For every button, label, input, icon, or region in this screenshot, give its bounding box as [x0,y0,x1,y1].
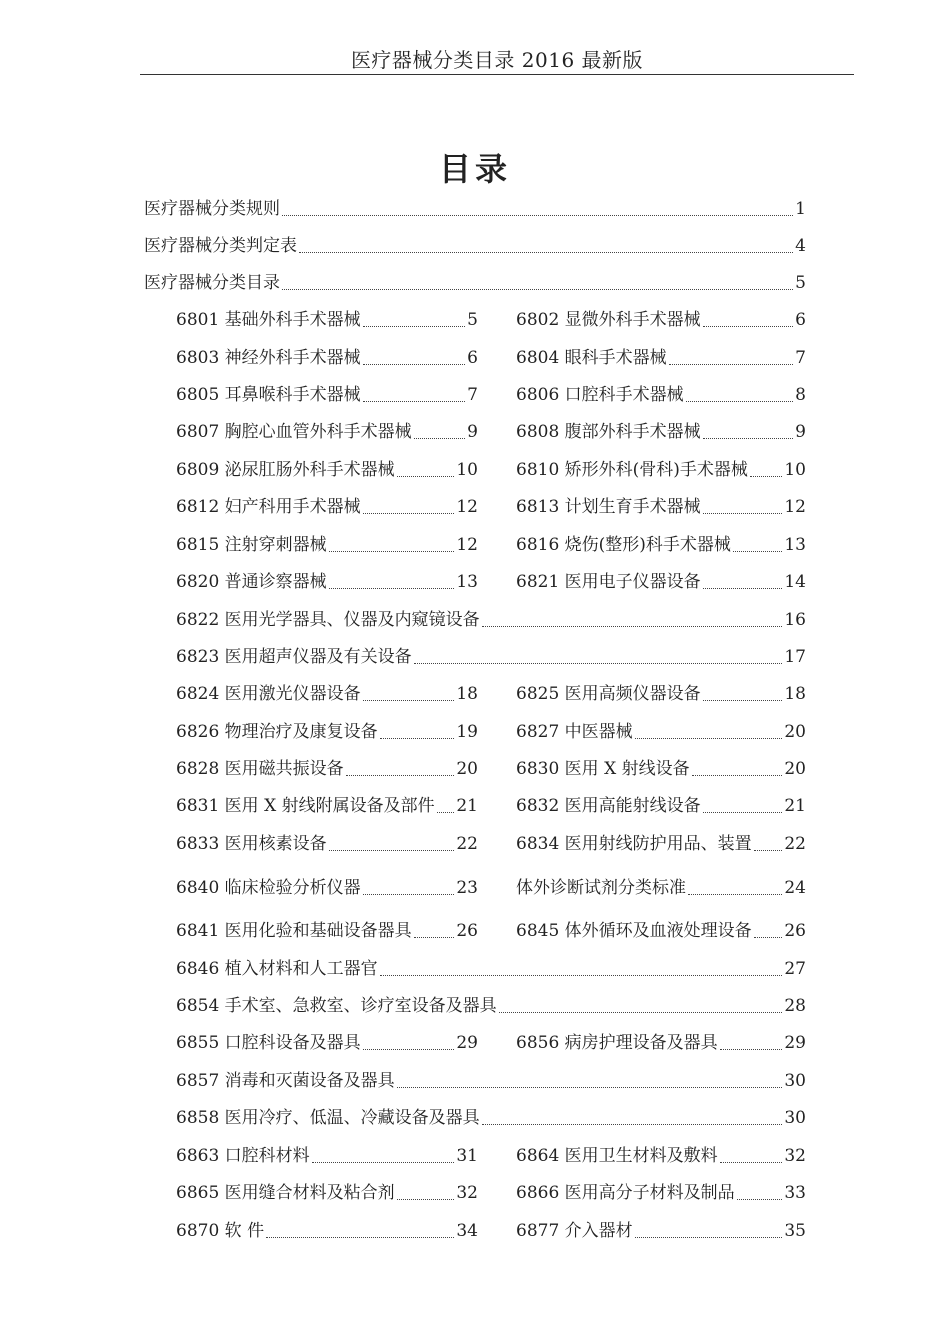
dot-leader [692,775,783,776]
entry-title: 6815 注射穿刺器械 [176,535,327,555]
dot-leader [703,438,794,439]
running-header: 医疗器械分类目录 2016 最新版 [350,48,644,72]
entry-title: 6823 医用超声仪器及有关设备 [176,647,412,667]
toc-entry-left[interactable] [176,496,478,518]
dot-leader [380,738,455,739]
entry-title: 6804 眼科手术器械 [516,348,667,368]
entry-title: 6808 腹部外科手术器械 [516,422,701,442]
toc-entry-left[interactable] [176,683,478,705]
entry-title: 6806 口腔科手术器械 [516,385,684,405]
entry-page-number: 22 [784,834,806,854]
entry-page-number: 27 [784,959,806,979]
toc-entry-right[interactable] [516,877,806,899]
dot-leader [363,1049,455,1050]
toc-entry-left[interactable] [176,833,478,855]
toc-entry-full[interactable] [176,958,806,980]
toc-entry-left[interactable] [176,1182,478,1204]
entry-title: 6858 医用冷疗、低温、冷藏设备及器具 [176,1108,480,1128]
entry-title: 6866 医用高分子材料及制品 [516,1183,735,1203]
toc-entry-right[interactable] [516,1145,806,1167]
toc-title: 目录 [438,150,511,188]
dot-leader [499,1012,783,1013]
dot-leader [397,476,455,477]
entry-page-number: 8 [795,385,806,405]
dot-leader [635,738,783,739]
entry-title: 6832 医用高能射线设备 [516,796,701,816]
entry-page-number: 1 [795,199,806,219]
dot-leader [312,1162,455,1163]
entry-title: 6802 显微外科手术器械 [516,310,701,330]
dot-leader [414,937,455,938]
entry-title: 体外诊断试剂分类标准 [516,878,686,898]
entry-title: 医疗器械分类规则 [144,199,280,219]
entry-title: 6816 烧伤(整形)科手术器械 [516,535,731,555]
entry-page-number: 23 [456,878,478,898]
dot-leader [703,812,783,813]
dot-leader [363,700,455,701]
entry-page-number: 26 [784,921,806,941]
toc-entry-full[interactable] [176,1070,806,1092]
entry-page-number: 29 [456,1033,478,1053]
entry-page-number: 16 [784,610,806,630]
entry-title: 6825 医用高频仪器设备 [516,684,701,704]
entry-page-number: 21 [784,796,806,816]
toc-entry-left[interactable] [176,877,478,899]
toc-entry-right[interactable] [516,795,806,817]
entry-page-number: 7 [795,348,806,368]
toc-entry-top[interactable] [144,198,806,220]
dot-leader [329,850,455,851]
entry-page-number: 29 [784,1033,806,1053]
toc-entry-top[interactable] [144,235,806,257]
toc-entry-left[interactable] [176,347,478,369]
toc-entry-left[interactable] [176,1145,478,1167]
toc-entry-right[interactable] [516,496,806,518]
entry-page-number: 20 [456,759,478,779]
dot-leader [282,289,793,290]
entry-title: 6840 临床检验分析仪器 [176,878,361,898]
entry-title: 6824 医用激光仪器设备 [176,684,361,704]
toc-entry-right[interactable] [516,1220,806,1242]
entry-title: 6870 软 件 [176,1221,265,1241]
dot-leader [380,975,783,976]
toc-entry-right[interactable] [516,683,806,705]
dot-leader [437,812,455,813]
entry-title: 6809 泌尿肛肠外科手术器械 [176,460,395,480]
entry-page-number: 30 [784,1108,806,1128]
toc-entry-right[interactable] [516,347,806,369]
entry-title: 6828 医用磁共振设备 [176,759,344,779]
dot-leader [720,1049,783,1050]
entry-title: 6834 医用射线防护用品、装置 [516,834,752,854]
toc-entry-left[interactable] [176,309,478,331]
dot-leader [703,700,783,701]
dot-leader [733,551,782,552]
entry-title: 6846 植入材料和人工器官 [176,959,378,979]
entry-title: 医疗器械分类判定表 [144,236,297,256]
toc-entry-full[interactable] [176,609,806,631]
entry-page-number: 5 [467,310,478,330]
entry-page-number: 13 [456,572,478,592]
dot-leader [737,1199,783,1200]
dot-leader [397,1199,455,1200]
entry-page-number: 10 [456,460,478,480]
dot-leader [703,326,794,327]
dot-leader [414,438,466,439]
entry-page-number: 18 [456,684,478,704]
entry-title: 6864 医用卫生材料及敷料 [516,1146,718,1166]
dot-leader [703,513,783,514]
toc-entry-right[interactable] [516,920,806,942]
entry-title: 6813 计划生育手术器械 [516,497,701,517]
entry-title: 6803 神经外科手术器械 [176,348,361,368]
entry-title: 6822 医用光学器具、仪器及内窥镜设备 [176,610,480,630]
dot-leader [414,663,783,664]
dot-leader [482,626,783,627]
dot-leader [754,937,783,938]
dot-leader [688,894,782,895]
entry-page-number: 9 [467,422,478,442]
toc-entry-right[interactable] [516,384,806,406]
toc-entry-left[interactable] [176,920,478,942]
entry-page-number: 20 [784,722,806,742]
toc-entry-left[interactable] [176,571,478,593]
entry-page-number: 33 [784,1183,806,1203]
entry-page-number: 19 [456,722,478,742]
entry-page-number: 6 [467,348,478,368]
toc-entry-right[interactable] [516,721,806,743]
toc-entry-left[interactable] [176,534,478,556]
dot-leader [397,1087,783,1088]
entry-title: 6877 介入器材 [516,1221,633,1241]
entry-title: 6826 物理治疗及康复设备 [176,722,378,742]
dot-leader [266,1237,454,1238]
dot-leader [669,364,794,365]
toc-entry-right[interactable] [516,459,806,481]
toc-entry-left[interactable] [176,721,478,743]
toc-entry-right[interactable] [516,421,806,443]
dot-leader [363,513,455,514]
toc-entry-right[interactable] [516,1182,806,1204]
entry-title: 6827 中医器械 [516,722,633,742]
entry-page-number: 30 [784,1071,806,1091]
entry-page-number: 20 [784,759,806,779]
entry-title: 6820 普通诊察器械 [176,572,327,592]
toc-entry-left[interactable] [176,459,478,481]
entry-title: 6845 体外循环及血液处理设备 [516,921,752,941]
entry-page-number: 17 [784,647,806,667]
dot-leader [329,588,455,589]
toc-entry-left[interactable] [176,758,478,780]
entry-page-number: 6 [795,310,806,330]
dot-leader [329,551,455,552]
toc-entry-right[interactable] [516,833,806,855]
entry-title: 6807 胸腔心血管外科手术器械 [176,422,412,442]
dot-leader [703,588,783,589]
dot-leader [635,1237,783,1238]
dot-leader [299,252,793,253]
toc-entry-left[interactable] [176,1220,478,1242]
entry-page-number: 35 [784,1221,806,1241]
toc-entry-right[interactable] [516,1032,806,1054]
toc-entry-top[interactable] [144,272,806,294]
entry-title: 6841 医用化验和基础设备器具 [176,921,412,941]
entry-title: 6833 医用核素设备 [176,834,327,854]
dot-leader [346,775,455,776]
toc-entry-full[interactable] [176,646,806,668]
entry-page-number: 18 [784,684,806,704]
dot-leader [754,850,783,851]
entry-title: 6821 医用电子仪器设备 [516,572,701,592]
header-rule [140,74,854,75]
entry-title: 6855 口腔科设备及器具 [176,1033,361,1053]
entry-page-number: 5 [795,273,806,293]
entry-title: 医疗器械分类目录 [144,273,280,293]
entry-page-number: 12 [784,497,806,517]
entry-title: 6805 耳鼻喉科手术器械 [176,385,361,405]
entry-page-number: 14 [784,572,806,592]
toc-entry-right[interactable] [516,758,806,780]
dot-leader [686,401,794,402]
toc-entry-full[interactable] [176,1107,806,1129]
toc-entry-left[interactable] [176,1032,478,1054]
dot-leader [363,326,466,327]
dot-leader [363,894,455,895]
entry-title: 6863 口腔科材料 [176,1146,310,1166]
entry-title: 6812 妇产科用手术器械 [176,497,361,517]
entry-title: 6865 医用缝合材料及粘合剂 [176,1183,395,1203]
dot-leader [720,1162,783,1163]
toc-entry-right[interactable] [516,534,806,556]
entry-title: 6830 医用 X 射线设备 [516,759,690,779]
entry-title: 6857 消毒和灭菌设备及器具 [176,1071,395,1091]
dot-leader [282,215,793,216]
entry-page-number: 7 [467,385,478,405]
toc-entry-full[interactable] [176,995,806,1017]
entry-page-number: 34 [456,1221,478,1241]
entry-page-number: 13 [784,535,806,555]
dot-leader [482,1124,783,1125]
entry-page-number: 12 [456,535,478,555]
dot-leader [363,401,466,402]
toc-entry-left[interactable] [176,795,478,817]
entry-page-number: 12 [456,497,478,517]
dot-leader [363,364,466,365]
entry-page-number: 26 [456,921,478,941]
entry-page-number: 31 [456,1146,478,1166]
entry-page-number: 4 [795,236,806,256]
dot-leader [750,476,782,477]
entry-page-number: 28 [784,996,806,1016]
entry-page-number: 32 [456,1183,478,1203]
entry-title: 6831 医用 X 射线附属设备及部件 [176,796,435,816]
entry-page-number: 9 [795,422,806,442]
entry-page-number: 32 [784,1146,806,1166]
entry-page-number: 22 [456,834,478,854]
toc-entry-left[interactable] [176,421,478,443]
entry-title: 6801 基础外科手术器械 [176,310,361,330]
entry-title: 6856 病房护理设备及器具 [516,1033,718,1053]
entry-page-number: 10 [784,460,806,480]
entry-title: 6854 手术室、急救室、诊疗室设备及器具 [176,996,497,1016]
entry-page-number: 21 [456,796,478,816]
entry-title: 6810 矫形外科(骨科)手术器械 [516,460,748,480]
toc-entry-right[interactable] [516,309,806,331]
toc-entry-right[interactable] [516,571,806,593]
entry-page-number: 24 [784,878,806,898]
toc-entry-left[interactable] [176,384,478,406]
